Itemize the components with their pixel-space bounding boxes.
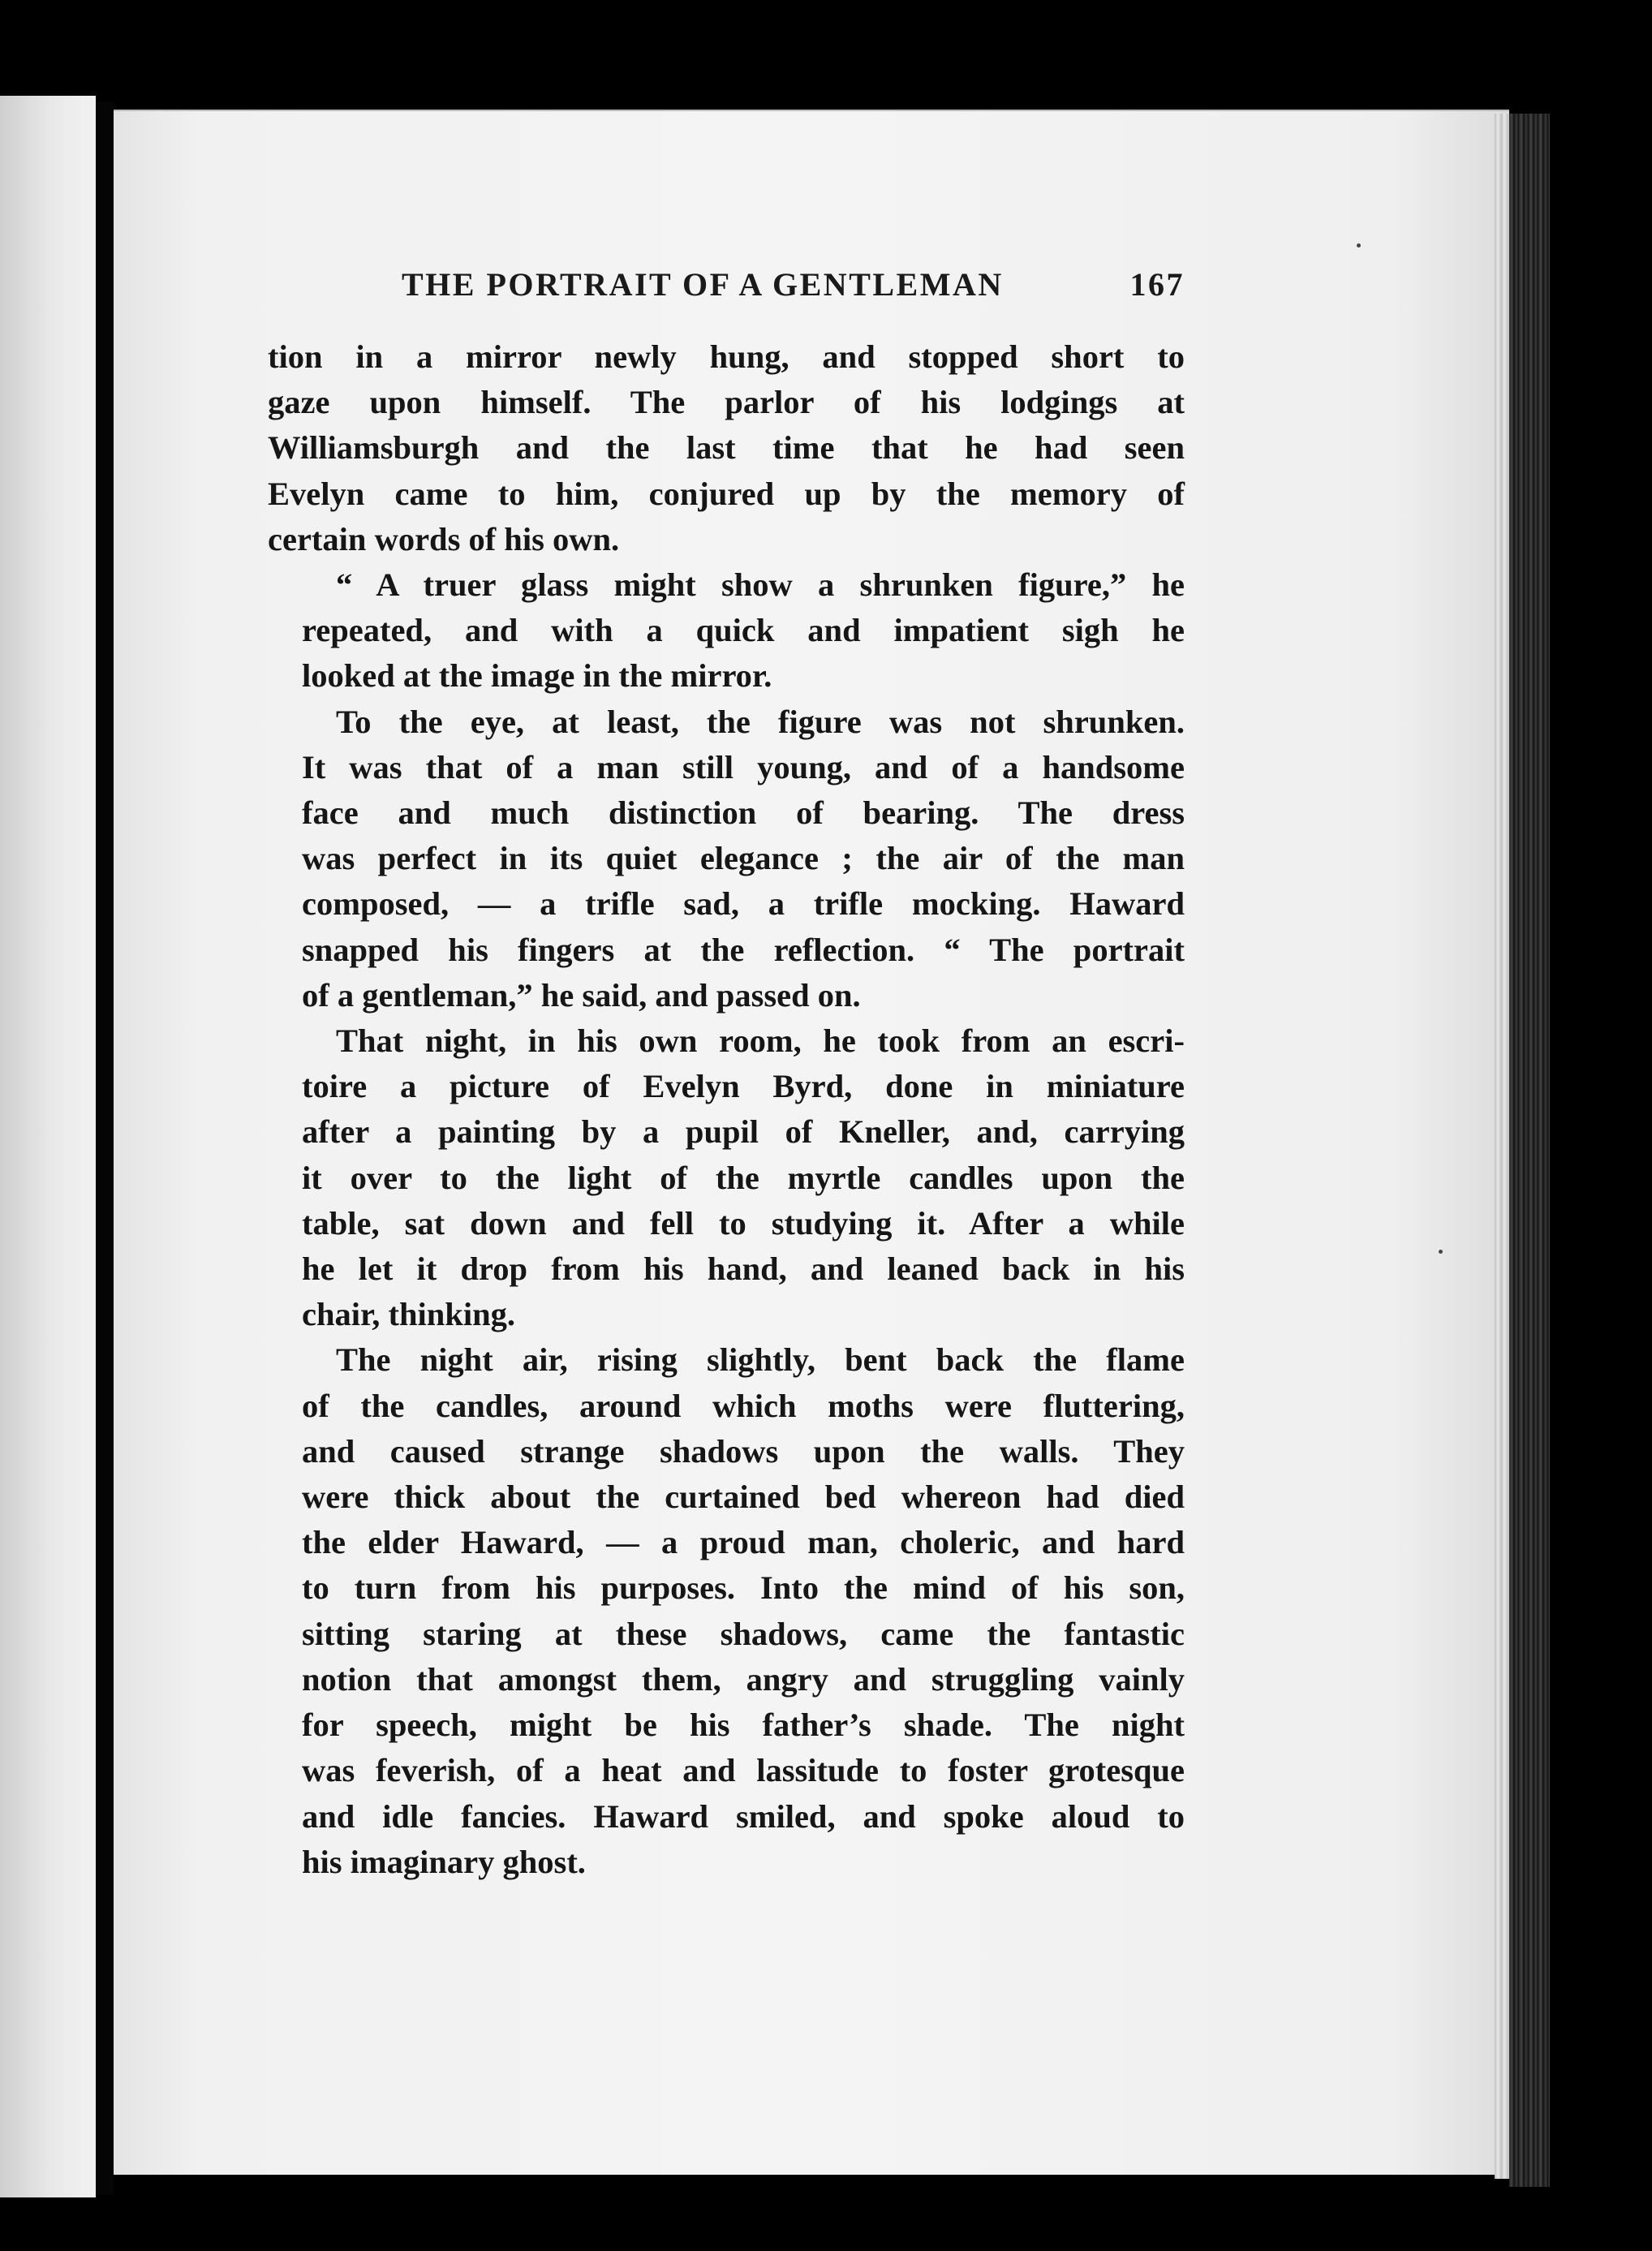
text-line: Evelyn came to him, conjured up by the memory of <box>268 475 1185 512</box>
text-line: sitting staring at these shadows, came the fantastic <box>302 1615 1185 1652</box>
text-line: It was that of a man still young, and of a handsome <box>302 748 1185 785</box>
paper-speck <box>1357 243 1361 247</box>
text-line: notion that amongst them, angry and struggling vainly <box>302 1660 1185 1698</box>
text-line: composed, — a trifle sad, a trifle mocking. Haward <box>302 885 1185 923</box>
text-line: was perfect in its quiet elegance ; the air of the man <box>302 840 1185 877</box>
paragraph <box>268 1018 1185 1337</box>
text-line: were thick about the curtained bed whereon had died <box>302 1478 1185 1516</box>
book-gutter <box>96 101 114 2195</box>
paragraph <box>268 334 1185 562</box>
running-head-title: THE PORTRAIT OF A GENTLEMAN <box>402 266 1004 303</box>
text-line: chair, thinking. <box>302 1296 515 1333</box>
paragraph <box>268 699 1185 1018</box>
text-line: That night, in his own room, he took from an escri- <box>336 1022 1185 1060</box>
page-fore-edge-light <box>1495 114 1509 2179</box>
text-line: Williamsburgh and the last time that he had seen <box>268 429 1185 467</box>
text-line: tion in a mirror newly hung, and stopped short to <box>268 338 1185 375</box>
text-line: it over to the light of the myrtle candles upon the <box>302 1159 1185 1196</box>
text-line: after a painting by a pupil of Kneller, and, carrying <box>302 1113 1185 1151</box>
text-line: of a gentleman,” he said, and passed on. <box>302 976 861 1014</box>
text-line: looked at the image in the mirror. <box>302 657 772 695</box>
page-fore-edge <box>1509 114 1550 2187</box>
text-line: To the eye, at least, the figure was not shrunken. <box>336 703 1185 740</box>
text-line: certain words of his own. <box>268 520 620 557</box>
text-line: “ A truer glass might show a shrunken figure,” he <box>336 566 1185 604</box>
text-line: for speech, might be his father’s shade. The night <box>302 1707 1185 1744</box>
text-line: and idle fancies. Haward smiled, and spoke aloud to <box>302 1797 1185 1835</box>
running-head <box>268 265 1185 316</box>
page-number: 167 <box>1129 266 1185 303</box>
text-line: repeated, and with a quick and impatient sigh he <box>302 612 1185 649</box>
text-line: the elder Haward, — a proud man, choleric, and hard <box>302 1524 1185 1561</box>
paragraph <box>268 1337 1185 1884</box>
text-line: he let it drop from his hand, and leaned back in his <box>302 1250 1185 1288</box>
text-line: of the candles, around which moths were fluttering, <box>302 1387 1185 1424</box>
paragraph <box>268 562 1185 699</box>
text-line: gaze upon himself. The parlor of his lodgings at <box>268 384 1185 421</box>
text-line: his imaginary ghost. <box>302 1843 586 1880</box>
text-line: face and much distinction of bearing. The dress <box>302 794 1185 832</box>
text-line: to turn from his purposes. Into the mind of his son, <box>302 1569 1185 1607</box>
text-line: table, sat down and fell to studying it. After a while <box>302 1204 1185 1242</box>
text-line: and caused strange shadows upon the walls. They <box>302 1432 1185 1470</box>
paper-speck <box>1439 1250 1443 1254</box>
text-line: was feverish, of a heat and lassitude to foster grotesque <box>302 1752 1185 1789</box>
text-line: snapped his fingers at the reflection. “ The portrait <box>302 931 1185 968</box>
text-line: The night air, rising slightly, bent back the flame <box>336 1341 1185 1379</box>
text-line: toire a picture of Evelyn Byrd, done in miniature <box>302 1068 1185 1105</box>
body-text <box>268 334 1185 1885</box>
facing-page-edge <box>0 96 96 2197</box>
